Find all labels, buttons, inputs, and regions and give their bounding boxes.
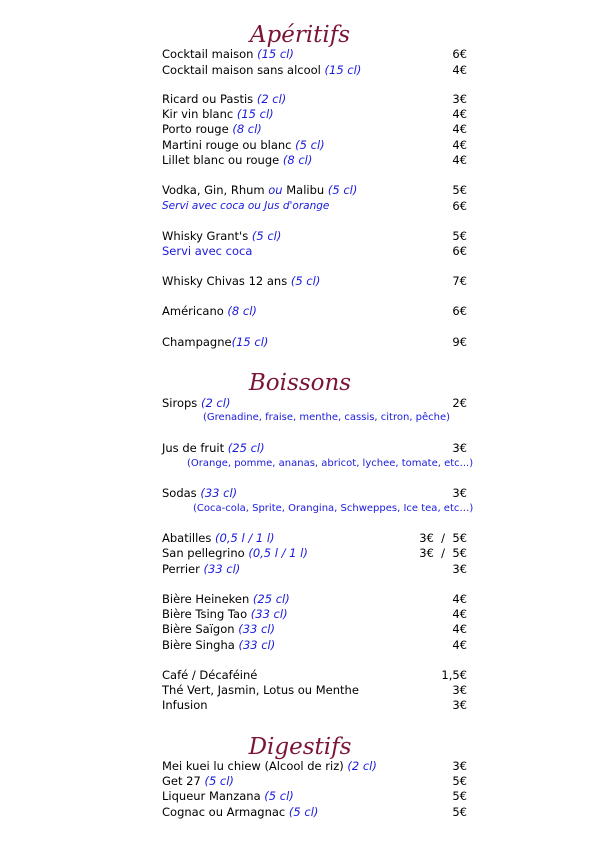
menu-item xyxy=(0,46,600,62)
item-name: Perrier xyxy=(162,562,200,576)
item-name: Whisky Grant's xyxy=(162,229,249,243)
item-size: (5 cl) xyxy=(288,805,319,819)
item-size: (33 cl) xyxy=(238,638,276,652)
item-name: Ricard ou Pastis xyxy=(162,92,254,106)
item-price: 4€ xyxy=(452,592,467,606)
item-name: Get 27 xyxy=(162,774,201,788)
item-size: (2 cl) xyxy=(256,92,287,106)
item-size: (15 cl) xyxy=(231,335,269,349)
item-size: (8 cl) xyxy=(282,153,313,167)
menu-item xyxy=(0,758,600,774)
item-size: (5 cl) xyxy=(295,138,325,152)
item-size: (2 cl) xyxy=(347,759,377,773)
item-price: 6€ xyxy=(452,244,467,258)
menu-item xyxy=(0,198,600,214)
menu-item xyxy=(0,243,600,259)
menu-item xyxy=(0,303,600,319)
menu-item xyxy=(0,667,600,683)
item-price: 4€ xyxy=(452,153,467,167)
menu-item xyxy=(0,788,600,804)
menu-item xyxy=(0,106,600,122)
item-details: (Grenadine, fraise, menthe, cassis, citron, pêche) xyxy=(203,412,451,423)
item-size: (15 cl) xyxy=(324,63,362,77)
menu-item xyxy=(0,152,600,168)
item-price: 7€ xyxy=(452,274,467,288)
item-name: Liqueur Manzana xyxy=(162,789,261,803)
item-name: Café / Décaféiné xyxy=(162,668,258,682)
item-price: 4€ xyxy=(452,638,467,652)
menu-item xyxy=(0,485,600,501)
menu-item xyxy=(0,637,600,653)
item-name: Porto rouge xyxy=(162,122,229,136)
item-name: Sirops xyxy=(162,396,198,410)
item-price: 3€ xyxy=(452,698,467,712)
item-note: Servi avec coca ou Jus d'orange xyxy=(162,200,330,212)
menu-item xyxy=(0,591,600,607)
menu-item xyxy=(0,62,600,78)
item-name: Bière Tsing Tao xyxy=(162,607,248,621)
item-details: (Orange, pomme, ananas, abricot, lychee, tomate, etc...) xyxy=(187,458,474,469)
item-name: Américano xyxy=(162,304,224,318)
item-connector: ou xyxy=(268,183,283,197)
item-price: 2€ xyxy=(452,396,467,410)
item-size: (5 cl) xyxy=(327,183,358,197)
item-name: Cocktail maison xyxy=(162,47,254,61)
item-name: Champagne xyxy=(162,335,232,349)
item-details: (Coca-cola, Sprite, Orangina, Schweppes, Ice tea, etc…) xyxy=(193,503,474,514)
item-size: (15 cl) xyxy=(257,47,294,61)
item-price: 4€ xyxy=(452,122,467,136)
item-price: 4€ xyxy=(452,607,467,621)
item-price: 3€ xyxy=(452,441,467,455)
item-note: Servi avec coca xyxy=(162,244,253,258)
item-price: 5€ xyxy=(452,789,467,803)
menu-item xyxy=(0,682,600,698)
item-name: Whisky Chivas 12 ans xyxy=(162,274,288,288)
item-price: 3€ xyxy=(452,683,467,697)
item-price: 1,5€ xyxy=(441,668,467,682)
menu-item xyxy=(0,121,600,137)
item-name: Martini rouge ou blanc xyxy=(162,138,292,152)
item-name: Lillet blanc ou rouge xyxy=(162,153,280,167)
item-size: (25 cl) xyxy=(227,441,265,455)
item-price: 4€ xyxy=(452,138,467,152)
menu-item xyxy=(0,91,600,107)
item-size: (5 cl) xyxy=(290,274,321,288)
item-price: 3€ xyxy=(452,759,467,773)
item-price: 9€ xyxy=(452,335,467,349)
section-title-digestifs: Digestifs xyxy=(248,734,352,760)
menu-item xyxy=(0,697,600,713)
item-name: Infusion xyxy=(162,698,208,712)
item-name: Bière Heineken xyxy=(162,592,250,606)
item-size: (33 cl) xyxy=(203,562,241,576)
item-size: (33 cl) xyxy=(238,622,275,636)
item-size: (25 cl) xyxy=(252,592,290,606)
item-size: (33 cl) xyxy=(200,486,238,500)
item-size: (5 cl) xyxy=(264,789,294,803)
item-price: 6€ xyxy=(452,47,467,61)
menu-item xyxy=(0,561,600,577)
item-name: Abatilles xyxy=(162,531,212,545)
item-price: 6€ xyxy=(452,199,467,213)
item-size: (0,5 l / 1 l) xyxy=(248,546,308,560)
section-title-boissons: Boissons xyxy=(248,370,352,396)
item-price: 4€ xyxy=(452,63,467,77)
item-size: (2 cl) xyxy=(200,396,231,410)
item-name: Cognac ou Armagnac xyxy=(162,805,286,819)
menu-item xyxy=(0,273,600,289)
item-size: (0,5 l / 1 l) xyxy=(215,531,275,545)
section-title-aperitifs: Apéritifs xyxy=(249,22,351,48)
item-size: (5 cl) xyxy=(251,229,282,243)
item-name: Mei kuei lu chiew (Alcool de riz) xyxy=(162,759,344,773)
menu-item xyxy=(0,530,600,546)
item-price: 3€ xyxy=(452,562,467,576)
item-name: Kir vin blanc xyxy=(162,107,234,121)
menu-item xyxy=(0,228,600,244)
item-name: San pellegrino xyxy=(162,546,245,560)
item-name: Jus de fruit xyxy=(162,441,225,455)
item-name: Bière Saïgon xyxy=(162,622,235,636)
item-name: Sodas xyxy=(162,486,197,500)
item-size: (8 cl) xyxy=(227,304,257,318)
item-price: 5€ xyxy=(452,229,467,243)
menu-item xyxy=(0,621,600,637)
item-price: 3€ / 5€ xyxy=(419,531,467,545)
item-size: (33 cl) xyxy=(250,607,288,621)
menu-item xyxy=(0,182,600,198)
item-price: 6€ xyxy=(452,304,467,318)
menu-item xyxy=(0,773,600,789)
item-size: (5 cl) xyxy=(204,774,234,788)
menu-item xyxy=(0,395,600,411)
item-price: 3€ xyxy=(452,92,467,106)
menu-item xyxy=(0,545,600,561)
item-price: 3€ / 5€ xyxy=(419,546,467,560)
menu-item xyxy=(0,334,600,350)
item-price: 4€ xyxy=(452,107,467,121)
item-name: Cocktail maison sans alcool xyxy=(162,63,321,77)
item-price: 3€ xyxy=(452,486,467,500)
menu-item xyxy=(0,606,600,622)
menu-item xyxy=(0,804,600,820)
item-price: 4€ xyxy=(452,622,467,636)
item-name: Vodka, Gin, Rhum xyxy=(162,183,265,197)
item-name: Thé Vert, Jasmin, Lotus ou Menthe xyxy=(162,683,359,697)
item-name: Malibu xyxy=(286,183,325,197)
item-price: 5€ xyxy=(452,805,467,819)
item-name: Bière Singha xyxy=(162,638,235,652)
item-price: 5€ xyxy=(452,774,467,788)
item-size: (15 cl) xyxy=(236,107,274,121)
menu-item xyxy=(0,440,600,456)
item-price: 5€ xyxy=(452,183,467,197)
menu-item xyxy=(0,137,600,153)
item-size: (8 cl) xyxy=(232,122,262,136)
